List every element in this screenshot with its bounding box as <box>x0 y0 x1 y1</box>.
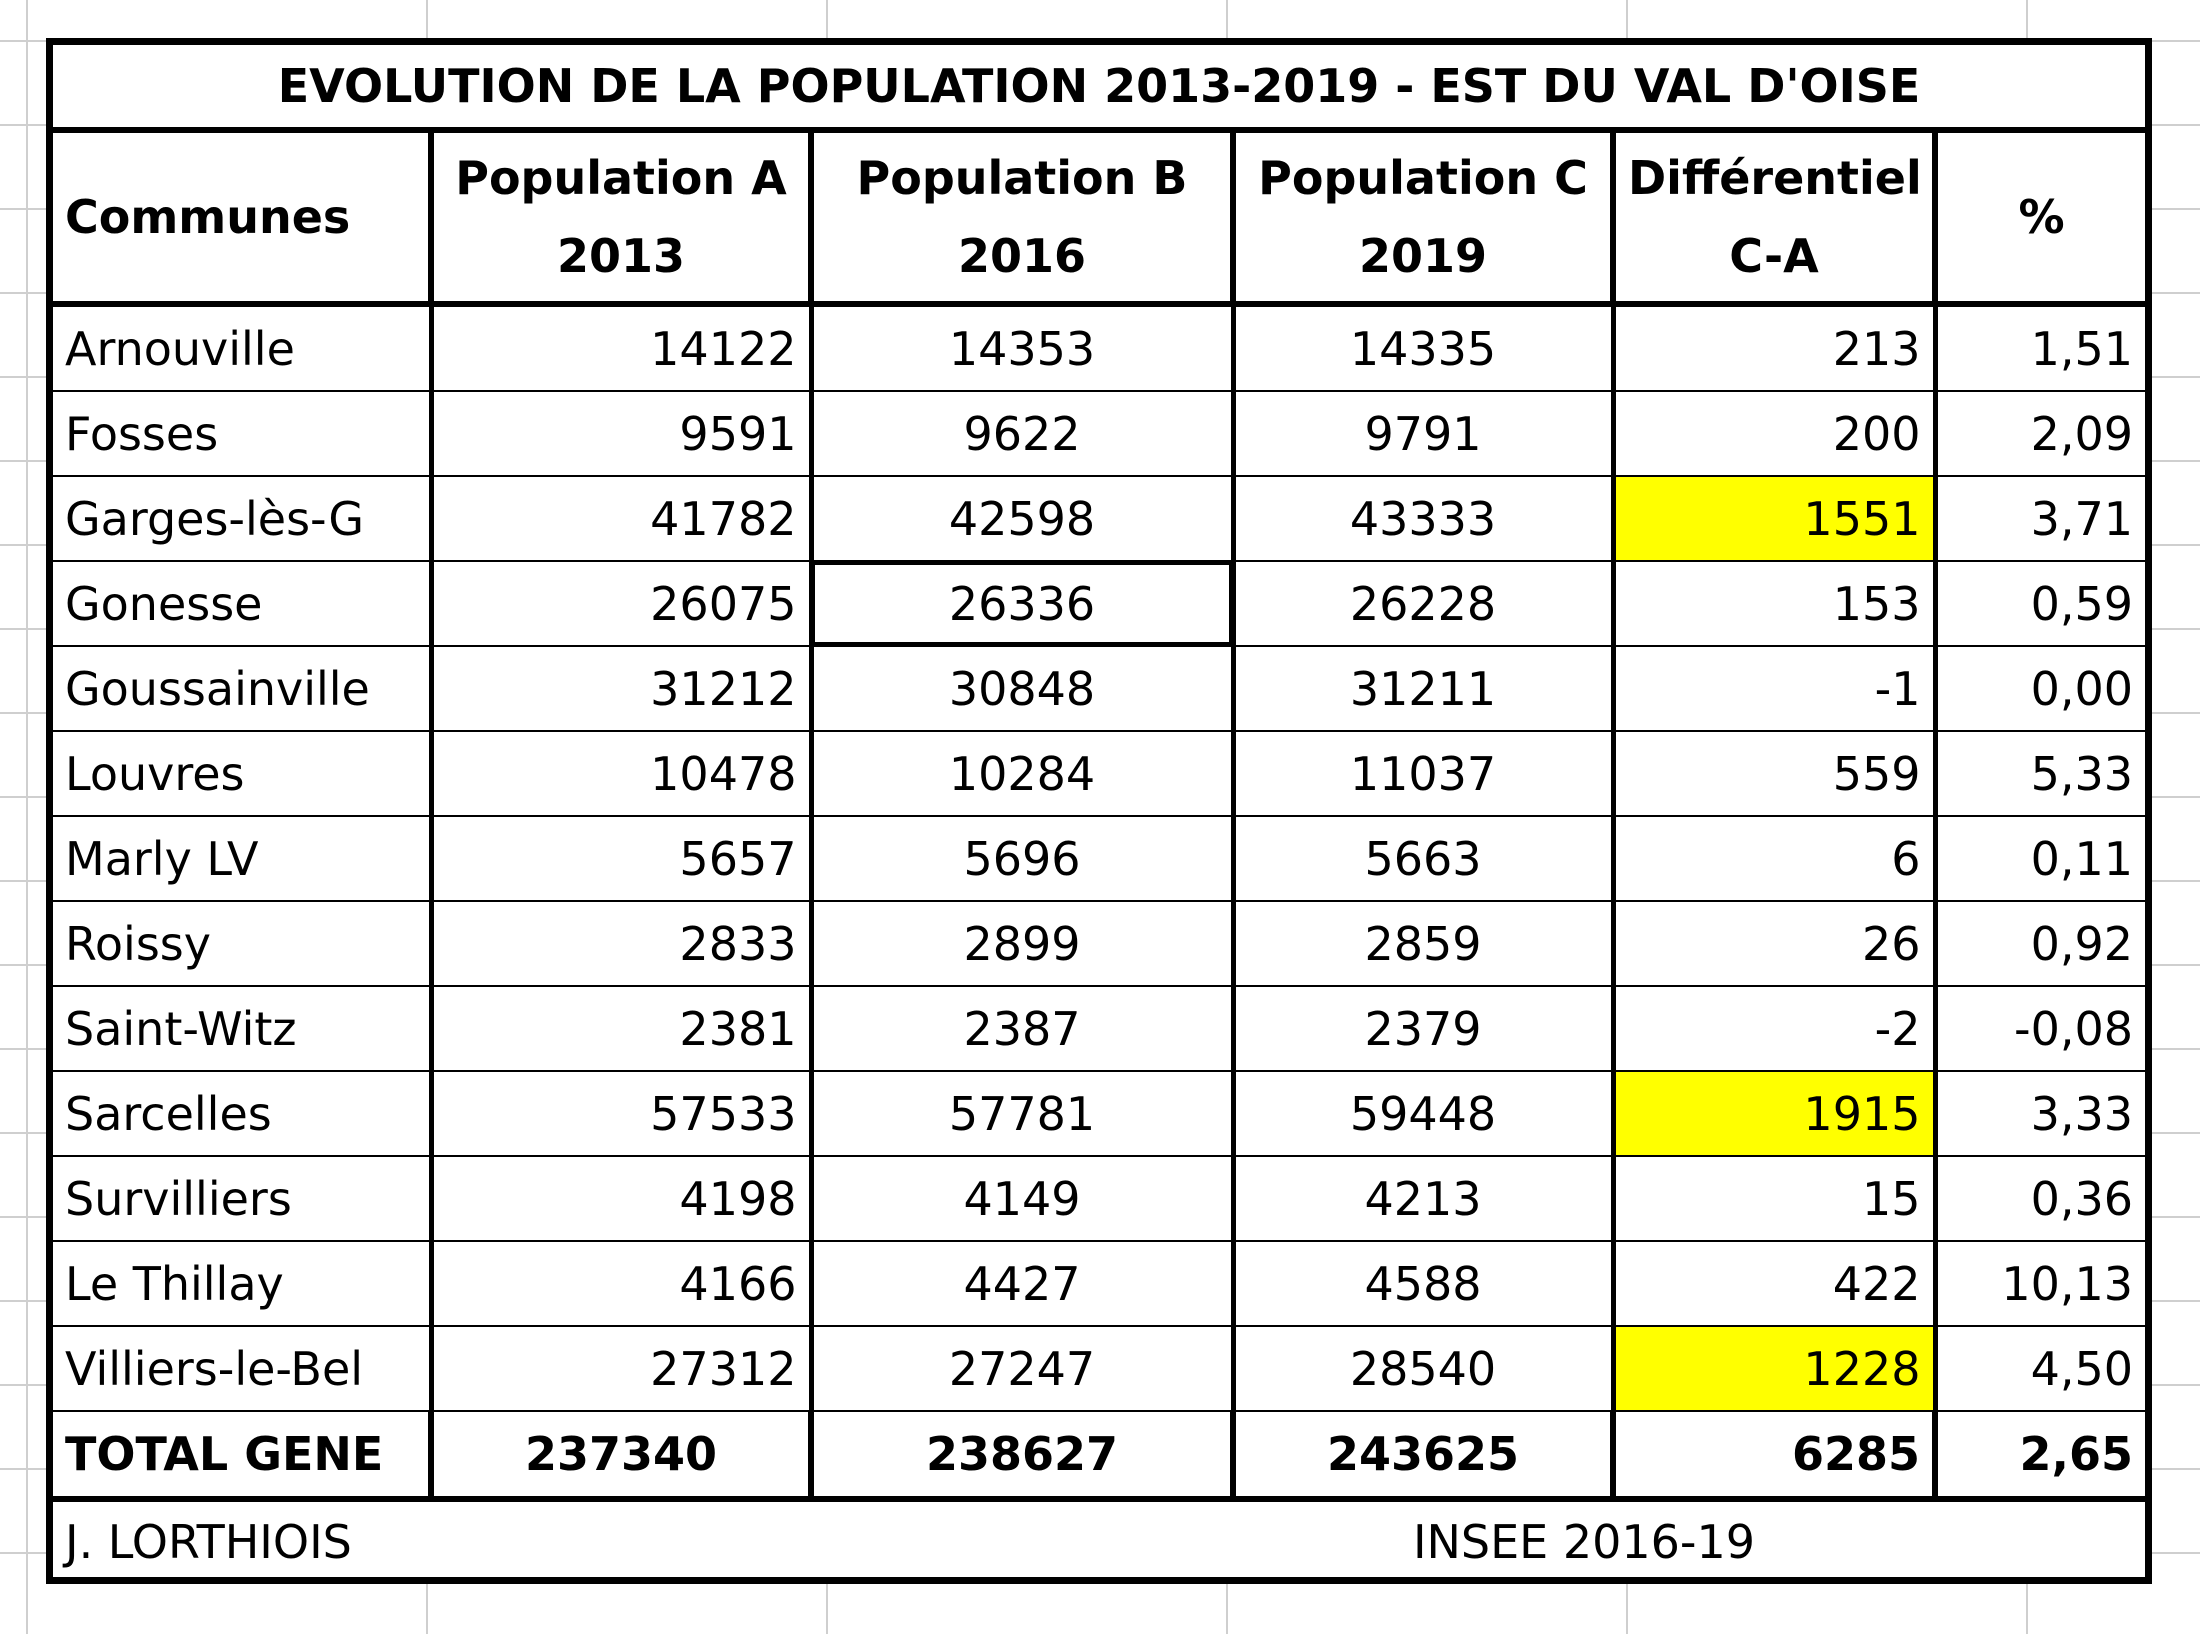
cell-population-a[interactable]: 4198 <box>431 1156 811 1241</box>
cell-differentiel[interactable]: 422 <box>1613 1241 1935 1326</box>
cell-differentiel[interactable]: 213 <box>1613 304 1935 391</box>
cell-population-b[interactable]: 5696 <box>811 816 1233 901</box>
table-row <box>53 1241 2145 1326</box>
table-title[interactable]: EVOLUTION DE LA POPULATION 2013-2019 - EST DU VAL D'OISE <box>53 45 2145 130</box>
header-population-a-year: 2013 <box>556 229 686 283</box>
cell-differentiel-highlighted[interactable]: 1228 <box>1613 1326 1935 1411</box>
header-row <box>53 130 2145 304</box>
cell-percent[interactable]: 3,71 <box>1935 476 2145 561</box>
cell-differentiel[interactable]: 15 <box>1613 1156 1935 1241</box>
cell-percent[interactable]: 0,59 <box>1935 561 2145 646</box>
footer-row <box>53 1499 2145 1582</box>
cell-percent[interactable]: 10,13 <box>1935 1241 2145 1326</box>
cell-differentiel-highlighted[interactable]: 1915 <box>1613 1071 1935 1156</box>
cell-population-c[interactable]: 26228 <box>1233 561 1613 646</box>
footer-source[interactable]: INSEE 2016-19 <box>1412 1515 1756 1569</box>
cell-population-c[interactable]: 28540 <box>1233 1326 1613 1411</box>
cell-commune[interactable]: Villiers-le-Bel <box>53 1326 431 1411</box>
header-percent[interactable]: % <box>1935 130 2145 304</box>
total-label[interactable]: TOTAL GENE <box>53 1411 431 1499</box>
table-row <box>53 646 2145 731</box>
population-table-frame <box>46 38 2152 1584</box>
cell-differentiel[interactable]: -1 <box>1613 646 1935 731</box>
cell-differentiel[interactable]: 26 <box>1613 901 1935 986</box>
cell-population-c[interactable]: 31211 <box>1233 646 1613 731</box>
cell-differentiel[interactable]: 6 <box>1613 816 1935 901</box>
cell-population-c[interactable]: 11037 <box>1233 731 1613 816</box>
cell-population-b[interactable]: 30848 <box>811 646 1233 731</box>
cell-percent[interactable]: 5,33 <box>1935 731 2145 816</box>
cell-percent[interactable]: 0,00 <box>1935 646 2145 731</box>
cell-commune[interactable]: Roissy <box>53 901 431 986</box>
cell-commune[interactable]: Survilliers <box>53 1156 431 1241</box>
cell-commune[interactable]: Garges-lès-G <box>53 476 431 561</box>
cell-differentiel[interactable]: 153 <box>1613 561 1935 646</box>
cell-population-a[interactable]: 2833 <box>431 901 811 986</box>
cell-population-c[interactable]: 14335 <box>1233 304 1613 391</box>
table-row <box>53 1326 2145 1411</box>
population-table <box>53 45 2145 1582</box>
cell-population-b-selected[interactable]: 26336 <box>811 561 1233 646</box>
table-row <box>53 304 2145 391</box>
cell-percent[interactable]: 4,50 <box>1935 1326 2145 1411</box>
cell-commune[interactable]: Arnouville <box>53 304 431 391</box>
cell-population-b[interactable]: 9622 <box>811 391 1233 476</box>
total-population-b[interactable]: 238627 <box>811 1411 1233 1499</box>
cell-population-a[interactable]: 9591 <box>431 391 811 476</box>
header-population-c-year: 2019 <box>1358 229 1488 283</box>
table-row <box>53 986 2145 1071</box>
cell-population-c[interactable]: 2859 <box>1233 901 1613 986</box>
cell-population-a[interactable]: 31212 <box>431 646 811 731</box>
cell-percent[interactable]: 3,33 <box>1935 1071 2145 1156</box>
header-population-a-label: Population A <box>455 151 787 205</box>
cell-population-a[interactable]: 41782 <box>431 476 811 561</box>
total-row <box>53 1411 2145 1499</box>
cell-commune[interactable]: Marly LV <box>53 816 431 901</box>
cell-population-a[interactable]: 27312 <box>431 1326 811 1411</box>
table-row <box>53 816 2145 901</box>
cell-percent[interactable]: 0,36 <box>1935 1156 2145 1241</box>
cell-population-a[interactable]: 5657 <box>431 816 811 901</box>
cell-population-c[interactable]: 4213 <box>1233 1156 1613 1241</box>
header-population-b-year: 2016 <box>957 229 1087 283</box>
cell-percent[interactable]: 0,92 <box>1935 901 2145 986</box>
cell-differentiel-highlighted[interactable]: 1551 <box>1613 476 1935 561</box>
footer-empty[interactable] <box>1935 1499 2145 1582</box>
cell-population-c[interactable]: 4588 <box>1233 1241 1613 1326</box>
cell-population-c[interactable]: 9791 <box>1233 391 1613 476</box>
cell-commune[interactable]: Gonesse <box>53 561 431 646</box>
cell-population-c[interactable]: 5663 <box>1233 816 1613 901</box>
header-differentiel-label: Différentiel <box>1628 151 1922 205</box>
header-differentiel[interactable] <box>1613 130 1935 304</box>
cell-population-b[interactable]: 2387 <box>811 986 1233 1071</box>
header-population-b-label: Population B <box>856 151 1188 205</box>
cell-population-a[interactable]: 14122 <box>431 304 811 391</box>
cell-differentiel[interactable]: 559 <box>1613 731 1935 816</box>
total-percent[interactable]: 2,65 <box>1935 1411 2145 1499</box>
cell-population-b[interactable]: 57781 <box>811 1071 1233 1156</box>
cell-population-c[interactable]: 59448 <box>1233 1071 1613 1156</box>
cell-commune[interactable]: Goussainville <box>53 646 431 731</box>
table-row <box>53 561 2145 646</box>
header-population-a[interactable] <box>431 130 811 304</box>
cell-population-b[interactable]: 14353 <box>811 304 1233 391</box>
table-row <box>53 901 2145 986</box>
cell-population-b[interactable]: 4427 <box>811 1241 1233 1326</box>
header-differentiel-formula: C-A <box>1729 229 1819 283</box>
table-row <box>53 1156 2145 1241</box>
cell-differentiel[interactable]: -2 <box>1613 986 1935 1071</box>
cell-percent[interactable]: -0,08 <box>1935 986 2145 1071</box>
footer-author[interactable]: J. LORTHIOIS <box>65 1515 352 1569</box>
cell-population-b[interactable]: 42598 <box>811 476 1233 561</box>
header-communes[interactable]: Communes <box>53 130 431 304</box>
table-row <box>53 731 2145 816</box>
cell-population-b[interactable]: 2899 <box>811 901 1233 986</box>
total-population-c[interactable]: 243625 <box>1233 1411 1613 1499</box>
cell-population-c[interactable]: 2379 <box>1233 986 1613 1071</box>
total-differentiel[interactable]: 6285 <box>1613 1411 1935 1499</box>
cell-population-a[interactable]: 57533 <box>431 1071 811 1156</box>
table-row <box>53 1071 2145 1156</box>
header-population-c-label: Population C <box>1258 151 1588 205</box>
header-population-c[interactable] <box>1233 130 1613 304</box>
cell-commune[interactable]: Saint-Witz <box>53 986 431 1071</box>
cell-population-a[interactable]: 26075 <box>431 561 811 646</box>
cell-population-a[interactable]: 10478 <box>431 731 811 816</box>
cell-percent[interactable]: 2,09 <box>1935 391 2145 476</box>
cell-population-c[interactable]: 43333 <box>1233 476 1613 561</box>
cell-population-b[interactable]: 27247 <box>811 1326 1233 1411</box>
title-row <box>53 45 2145 130</box>
total-population-a[interactable]: 237340 <box>431 1411 811 1499</box>
cell-commune[interactable]: Fosses <box>53 391 431 476</box>
cell-differentiel[interactable]: 200 <box>1613 391 1935 476</box>
cell-commune[interactable]: Sarcelles <box>53 1071 431 1156</box>
footer-spacer[interactable] <box>811 1499 1233 1582</box>
cell-population-b[interactable]: 10284 <box>811 731 1233 816</box>
table-row <box>53 391 2145 476</box>
cell-percent[interactable]: 0,11 <box>1935 816 2145 901</box>
cell-population-a[interactable]: 2381 <box>431 986 811 1071</box>
cell-commune[interactable]: Le Thillay <box>53 1241 431 1326</box>
cell-percent[interactable]: 1,51 <box>1935 304 2145 391</box>
cell-population-b[interactable]: 4149 <box>811 1156 1233 1241</box>
cell-population-a[interactable]: 4166 <box>431 1241 811 1326</box>
table-row <box>53 476 2145 561</box>
header-population-b[interactable] <box>811 130 1233 304</box>
cell-commune[interactable]: Louvres <box>53 731 431 816</box>
